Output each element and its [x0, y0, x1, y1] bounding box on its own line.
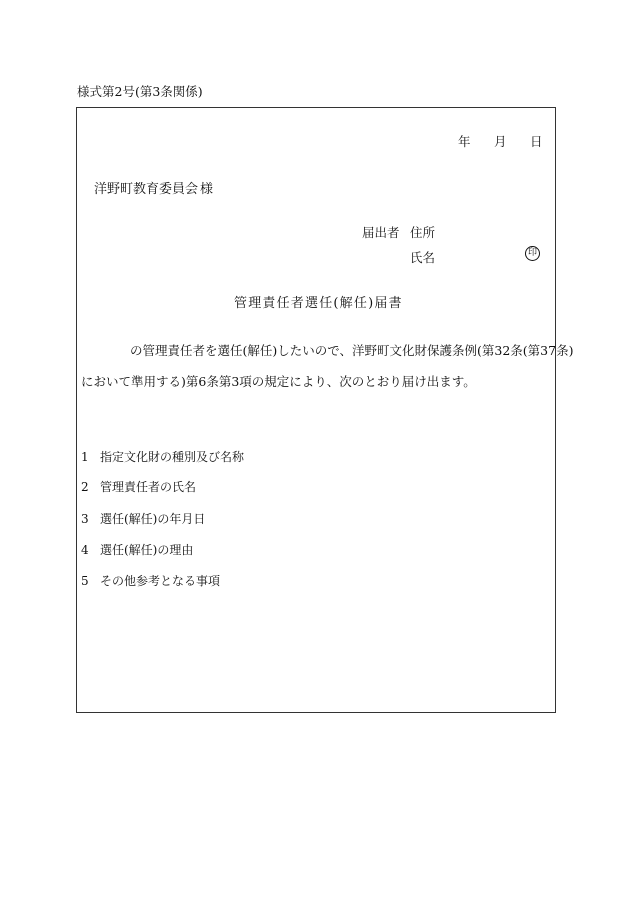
date-year-label: 年: [458, 134, 471, 149]
date-month-label: 月: [494, 134, 507, 149]
list-item-number: 3: [81, 512, 89, 526]
list-item: [81, 572, 220, 589]
list-item: [81, 541, 193, 558]
list-item-text: その他参考となる事項: [100, 574, 221, 588]
list-item-number: 2: [81, 480, 89, 494]
list-item-text: 選任(解任)の理由: [100, 543, 194, 557]
address-label: 住所: [410, 225, 436, 240]
applicant-label: 届出者: [362, 225, 400, 240]
document-title: 管理責任者選任(解任)届書: [234, 296, 403, 311]
form-frame: [76, 107, 556, 713]
addressee-name: 洋野町教育委員会: [94, 182, 199, 197]
name-label: 氏名: [410, 250, 436, 265]
form-number-label: 様式第2号(第3条関係): [77, 84, 203, 99]
body-text-line-2: において準用する)第6条第3項の規定により、次のとおり届け出ます。: [81, 374, 476, 389]
list-item: [81, 478, 196, 495]
seal-icon: 印: [525, 246, 540, 261]
date-day-label: 日: [530, 134, 543, 149]
body-text-line-1: の管理責任者を選任(解任)したいので、洋野町文化財保護条例(第32条(第37条): [130, 343, 574, 358]
list-item: [81, 448, 244, 465]
list-item-text: 管理責任者の氏名: [100, 480, 197, 494]
list-item: [81, 510, 205, 527]
list-item-text: 指定文化財の種別及び名称: [100, 450, 245, 464]
list-item-number: 1: [81, 450, 89, 464]
list-item-number: 4: [81, 543, 89, 557]
addressee-honorific: 様: [200, 182, 214, 197]
list-item-number: 5: [81, 574, 89, 588]
list-item-text: 選任(解任)の年月日: [100, 512, 206, 526]
